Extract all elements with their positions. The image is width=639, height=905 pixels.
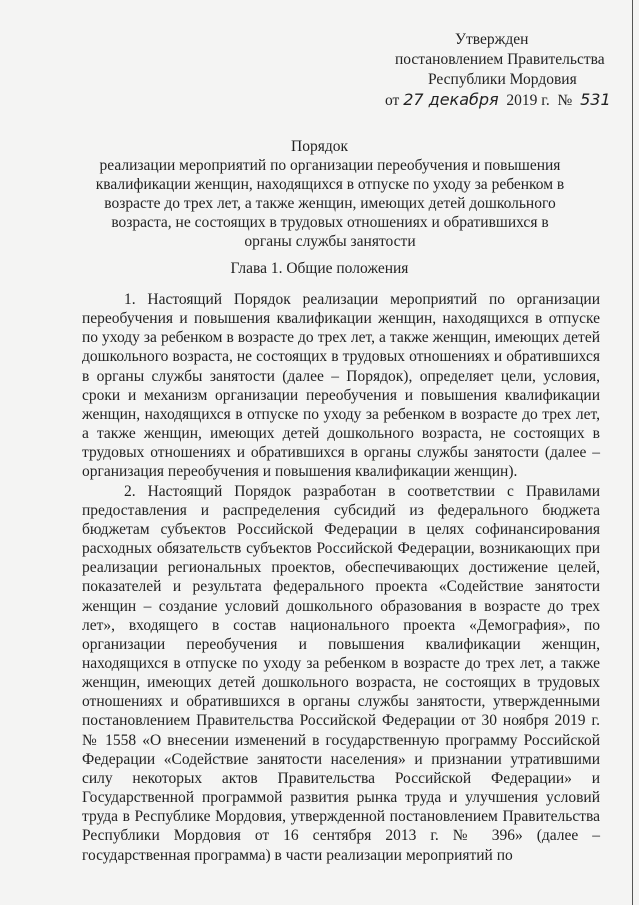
approval-line-3: Республики Мордовия (428, 71, 577, 88)
number-prefix: № (557, 92, 573, 109)
handwritten-date: 27 декабря (403, 90, 499, 109)
approval-line-2: постановлением Правительства (395, 51, 605, 68)
chapter-heading: Глава 1. Общие положения (230, 260, 409, 277)
document-body (82, 290, 600, 865)
handwritten-number: 531 (580, 90, 611, 109)
scan-edge-line (632, 0, 633, 905)
date-prefix: от (385, 92, 400, 109)
document-subtitle: реализации мероприятий по организации переобучения и повышения квалификации женщин, находящихся в отпуске по уходу за ребенком в возрасте до трех лет, а также женщин, имеющих детей дошкольного возраста, не состоящих в трудовых отношениях и обратившихся в органы службы занятости (95, 157, 565, 250)
approval-date-line (385, 90, 635, 111)
date-year: 2019 г. (506, 92, 550, 109)
approval-header (385, 30, 635, 111)
paragraph-2: 2. Настоящий Порядок разработан в соответствии с Правилами предоставления и распределения субсидий из федерального бюджета бюджетам субъектов Российской Федерации в целях софинансирования расходных обязательств субъектов Российской Федерации, возникающих при реализации региональных проектов, обеспечивающих достижение целей, показателей и результата федерального проекта «Содействие занятости женщин – создание условий дошкольного образования в возрасте до трех лет», входящего в состав национального проекта «Демография», по организации переобучения и повышения квалификации женщин, находящихся в отпуске по уходу за ребенком в возрасте до трех лет, а также женщин, имеющих детей дошкольного возраста, не состоящих в трудовых отношениях и обратившихся в органы службы занятости, утвержденными постановлением Правительства Российской Федерации от 30 ноября 2019 г. № 1558 «О внесении изменений в государственную программу Российской Федерации «Содействие занятости населения» и признании утратившими силу некоторых актов Правительства Российской Федерации» и Государственной программой развития рынка труда и улучшения условий труда в Республике Мордовия, утвержденной постановлением Правительства Республики Мордовия от 16 сентября 2013 г. № 396» (далее – государственная программа) в части реализации мероприятий по (82, 482, 600, 864)
document-title: Порядок (291, 138, 348, 155)
approval-line-1: Утвержден (455, 31, 529, 48)
paragraph-1: 1. Настоящий Порядок реализации мероприятий по организации переобучения и повышения квалификации женщин, находящихся в отпуске по уходу за ребенком в возрасте до трех лет, а также женщин, имеющих детей дошкольного возраста, не состоящих в трудовых отношениях и обратившихся в органы службы занятости (далее – Порядок), определяет цели, условия, сроки и механизм организации переобучения и повышения квалификации женщин, находящихся в отпуске по уходу за ребенком в возрасте до трех лет, а также женщин, имеющих детей дошкольного возраста, не состоящих в трудовых отношениях и обратившихся в органы службы занятости (далее – организация переобучения и повышения квалификации женщин). (82, 291, 600, 481)
